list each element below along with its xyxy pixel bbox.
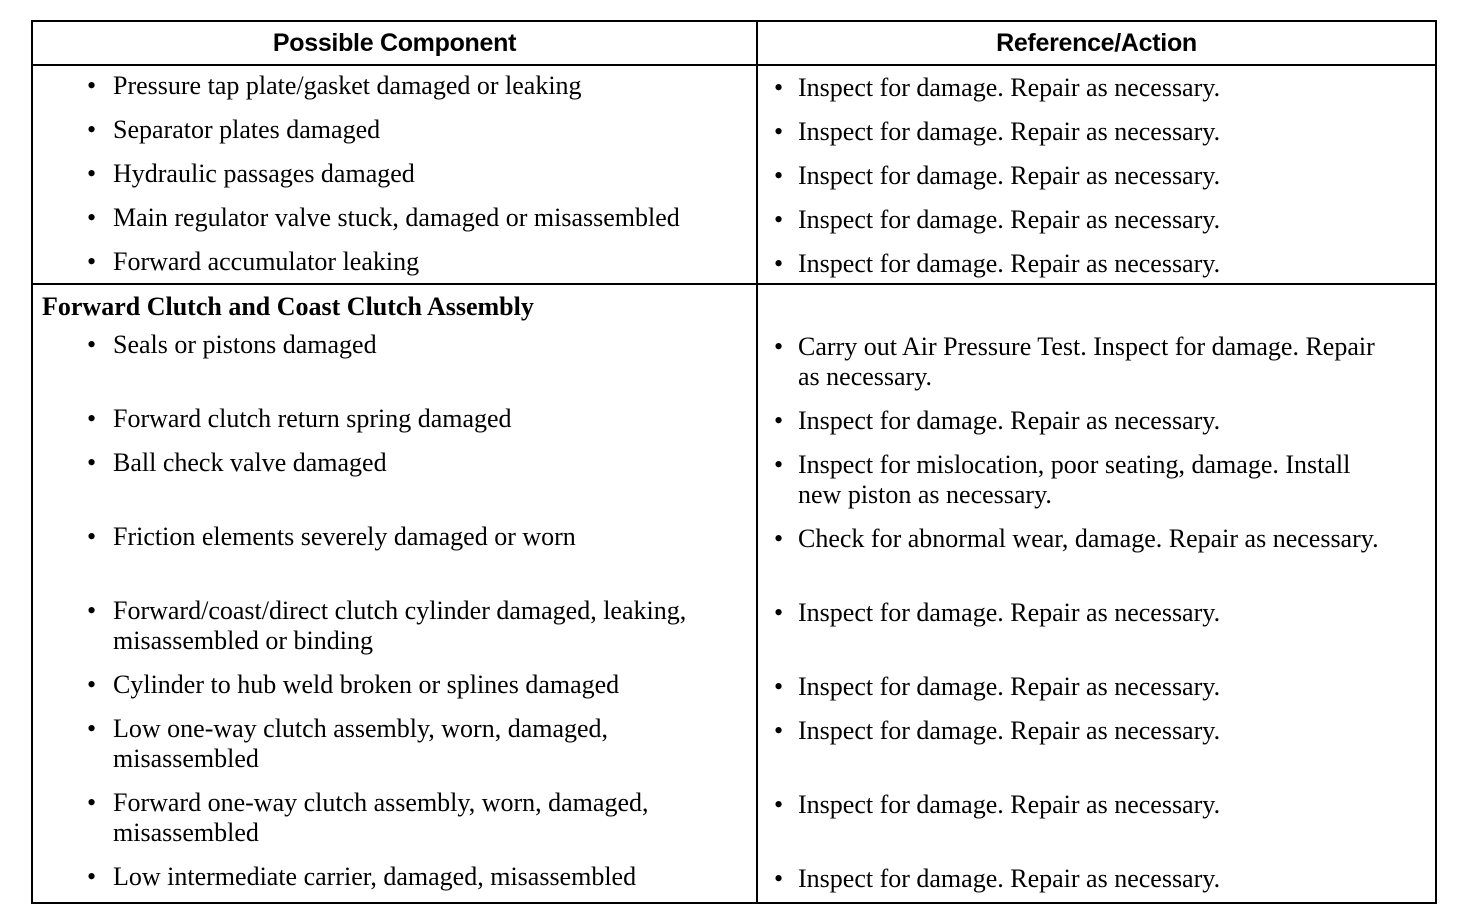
action-text: Inspect for damage. Repair as necessary.: [798, 864, 1221, 893]
bullet-icon: •: [87, 788, 97, 817]
bullet-icon: •: [774, 790, 784, 819]
component-text: Seals or pistons damaged: [113, 330, 377, 359]
component-text: Ball check valve damaged: [113, 448, 387, 477]
diagnosis-table: [31, 20, 1437, 904]
bullet-icon: •: [774, 672, 784, 701]
bullet-icon: •: [87, 596, 97, 625]
bullet-icon: •: [87, 862, 97, 891]
action-text: Inspect for damage. Repair as necessary.: [798, 406, 1221, 435]
bullet-icon: •: [87, 71, 97, 100]
component-text: Low intermediate carrier, damaged, misassembled: [113, 862, 637, 891]
action-text: Inspect for damage. Repair as necessary.: [798, 249, 1221, 278]
component-text: Pressure tap plate/gasket damaged or leaking: [113, 71, 582, 100]
section-1: [33, 66, 1435, 285]
bullet-icon: •: [87, 330, 97, 359]
action-text: Inspect for damage. Repair as necessary.: [798, 716, 1221, 745]
action-text: Check for abnormal wear, damage. Repair as necessary.: [798, 524, 1379, 553]
bullet-icon: •: [87, 159, 97, 188]
component-text: Main regulator valve stuck, damaged or misassembled: [113, 203, 680, 232]
component-text: Separator plates damaged: [113, 115, 381, 144]
bullet-icon: •: [774, 205, 784, 234]
bullet-icon: •: [774, 161, 784, 190]
bullet-icon: •: [87, 670, 97, 699]
bullet-icon: •: [87, 448, 97, 477]
action-text: Inspect for damage. Repair as necessary.: [798, 790, 1221, 819]
action-text: Carry out Air Pressure Test. Inspect for damage. Repair as necessary.: [798, 332, 1375, 391]
bullet-icon: •: [87, 404, 97, 433]
bullet-icon: •: [87, 115, 97, 144]
bullet-icon: •: [87, 203, 97, 232]
bullet-icon: •: [774, 524, 784, 553]
component-text: Low one-way clutch assembly, worn, damaged, misassembled: [113, 714, 609, 773]
bullet-icon: •: [87, 522, 97, 551]
action-text: Inspect for damage. Repair as necessary.: [798, 598, 1221, 627]
action-text: Inspect for damage. Repair as necessary.: [798, 205, 1221, 234]
header-reference-action: Reference/Action: [996, 28, 1197, 57]
bullet-icon: •: [774, 249, 784, 278]
component-text: Forward clutch return spring damaged: [113, 404, 512, 433]
header-possible-component: Possible Component: [33, 22, 758, 64]
component-text: Cylinder to hub weld broken or splines damaged: [113, 670, 620, 699]
component-text: Friction elements severely damaged or worn: [113, 522, 576, 551]
action-text: Inspect for damage. Repair as necessary.: [798, 672, 1221, 701]
action-text: Inspect for damage. Repair as necessary.: [798, 117, 1221, 146]
component-text: Forward one-way clutch assembly, worn, damaged, misassembled: [113, 788, 649, 847]
table-header: [33, 22, 1435, 66]
bullet-icon: •: [774, 73, 784, 102]
section-title: Forward Clutch and Coast Clutch Assembly: [42, 292, 534, 321]
action-text: Inspect for damage. Repair as necessary.: [798, 73, 1221, 102]
bullet-icon: •: [87, 247, 97, 276]
action-text: Inspect for damage. Repair as necessary.: [798, 161, 1221, 190]
bullet-icon: •: [774, 598, 784, 627]
section-2: [33, 285, 1435, 902]
bullet-icon: •: [774, 406, 784, 435]
bullet-icon: •: [774, 332, 784, 361]
component-text: Forward accumulator leaking: [113, 247, 420, 276]
bullet-icon: •: [774, 864, 784, 893]
bullet-icon: •: [774, 117, 784, 146]
bullet-icon: •: [774, 716, 784, 745]
bullet-icon: •: [774, 450, 784, 479]
component-text: Forward/coast/direct clutch cylinder damaged, leaking, misassembled or binding: [113, 596, 687, 655]
action-text: Inspect for mislocation, poor seating, damage. Install new piston as necessary.: [798, 450, 1351, 509]
component-text: Hydraulic passages damaged: [113, 159, 415, 188]
bullet-icon: •: [87, 714, 97, 743]
